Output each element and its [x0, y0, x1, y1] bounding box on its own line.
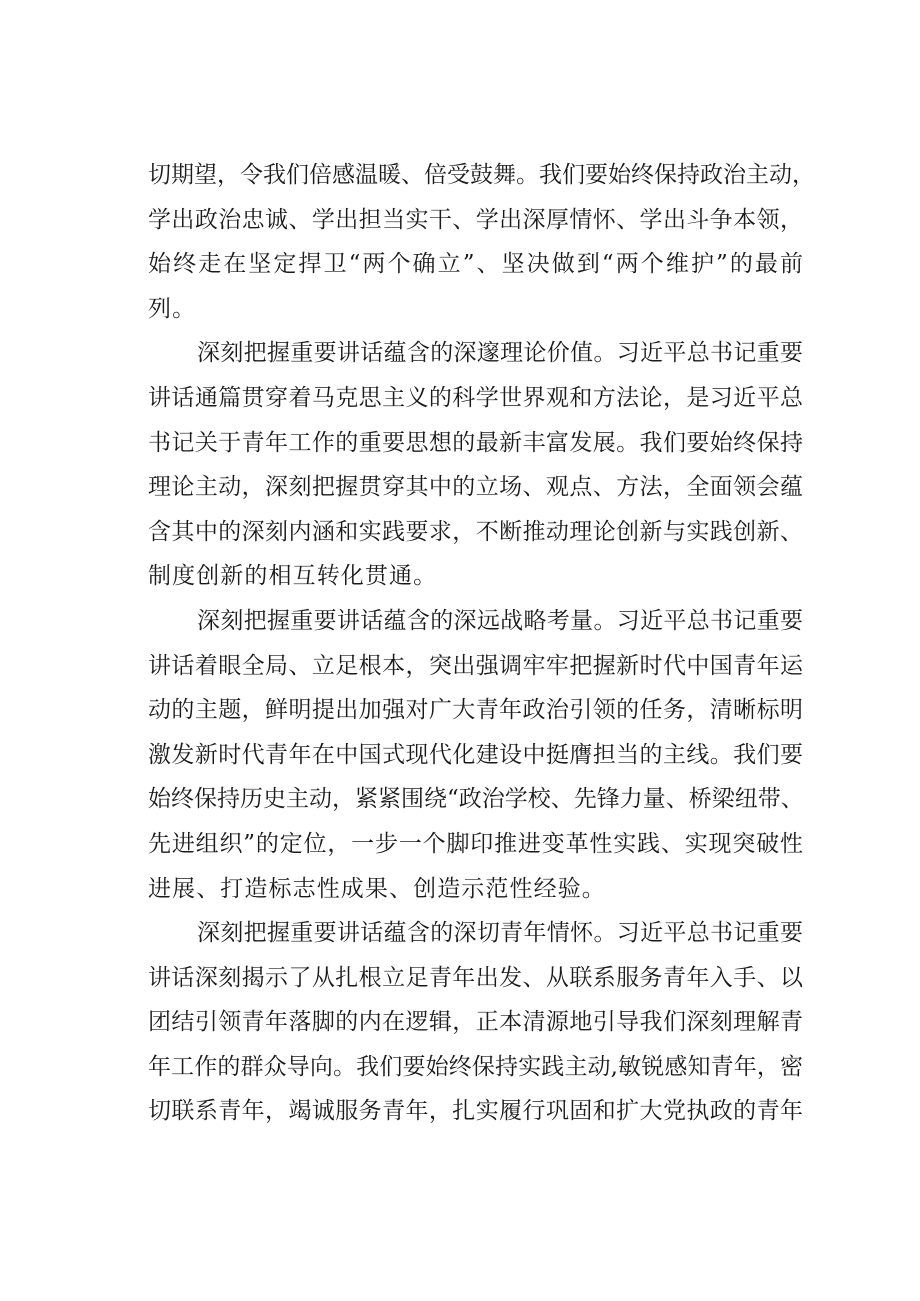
text-line-7: 书记关于青年工作的重要思想的最新丰富发展。我们要始终保持	[148, 429, 803, 456]
body-text	[148, 153, 815, 1134]
text-line-3: 始终走在坚定捍卫“两个确立”、坚决做到“两个维护”的最前	[148, 251, 803, 278]
text-line-14: 激发新时代青年在中国式现代化建设中挺膺担当的主线。我们要	[148, 741, 803, 768]
text-line-12: 讲话着眼全局、立足根本，突出强调牢牢把握新时代中国青年运	[148, 652, 803, 679]
paragraph-heading-line: 深刻把握重要讲话蕴含的深切青年情怀。习近平总书记重要	[197, 920, 803, 947]
text-line-8: 理论主动，深刻把握贯穿其中的立场、观点、方法，全面领会蕴	[148, 474, 803, 501]
paragraph-heading-line: 深刻把握重要讲话蕴含的深邃理论价值。习近平总书记重要	[197, 340, 803, 367]
text-line-1: 切期望，令我们倍感温暖、倍受鼓舞。我们要始终保持政治主动，	[148, 162, 815, 188]
text-line-15: 始终保持历史主动，紧紧围绕“政治学校、先锋力量、桥梁纽带、	[148, 786, 804, 813]
text-line-9: 含其中的深刻内涵和实践要求，不断推动理论创新与实践创新、	[148, 518, 803, 545]
text-line-20: 团结引领青年落脚的内在逻辑，正本清源地引导我们深刻理解青	[148, 1009, 803, 1036]
text-line-2: 学出政治忠诚、学出担当实干、学出深厚情怀、学出斗争本领，	[148, 206, 803, 233]
text-line-17: 进展、打造标志性成果、创造示范性经验。	[148, 875, 606, 902]
text-line-10: 制度创新的相互转化贯通。	[148, 563, 438, 590]
paragraph-heading-line: 深刻把握重要讲话蕴含的深远战略考量。习近平总书记重要	[197, 607, 803, 634]
text-line-6: 讲话通篇贯穿着马克思主义的科学世界观和方法论，是习近平总	[148, 384, 803, 411]
text-line-16: 先进组织”的定位，一步一个脚印推进变革性实践、实现突破性	[148, 830, 803, 857]
text-line-4: 列。	[148, 295, 197, 322]
text-line-21: 年工作的群众导向。我们要始终保持实践主动,敏锐感知青年，密	[148, 1053, 803, 1080]
text-line-13: 动的主题，鲜明提出加强对广大青年政治引领的任务，清晰标明	[148, 697, 803, 724]
text-line-19: 讲话深刻揭示了从扎根立足青年出发、从联系服务青年入手、以	[148, 964, 803, 991]
text-line-22: 切联系青年，竭诚服务青年，扎实履行巩固和扩大党执政的青年	[148, 1098, 803, 1125]
